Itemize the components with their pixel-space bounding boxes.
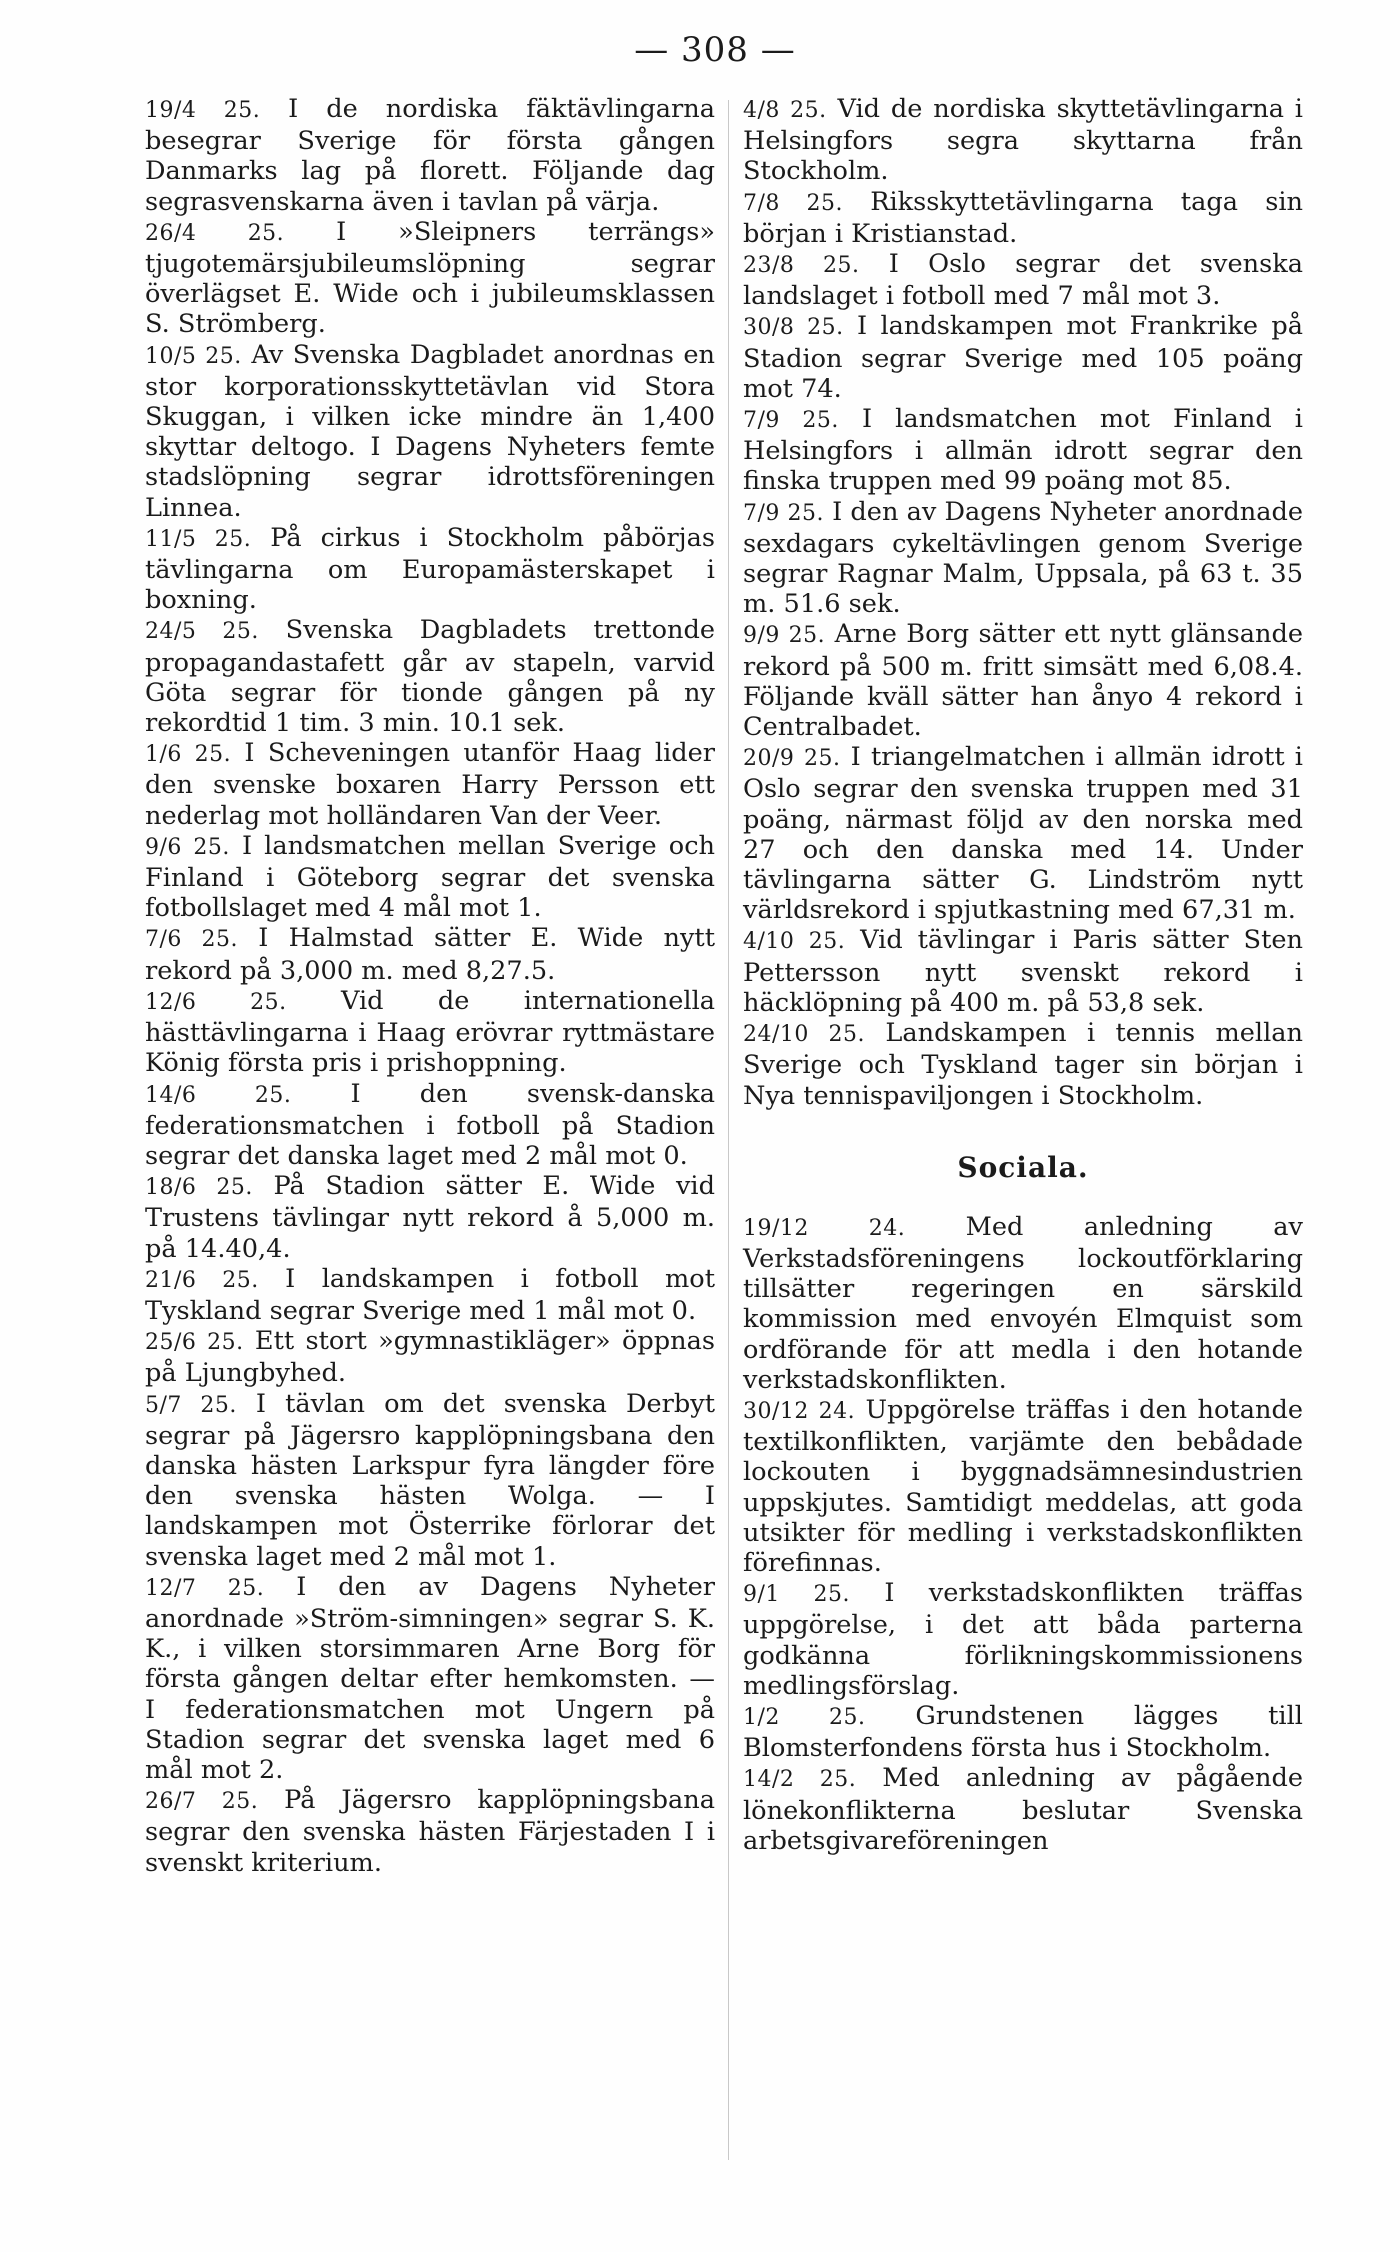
entry-text: På Stadion sätter E. Wide vid Trustens tävlingar nytt rekord å 5,000 m. på 14.40,4. [145, 1171, 715, 1264]
page-number: — 308 — [634, 30, 796, 70]
entry-date: 14/6 25. [145, 1082, 292, 1108]
right-column [743, 94, 1303, 1856]
entry-text: I tävlan om det svenska Derbyt segrar på Jägersro kapplöpningsbana den danska hästen Larkspur fyra längder före den svenska hästen Wolga. — I landskampen mot Österrike förlorar det svenska laget med 2 mål mot 1. [145, 1388, 715, 1572]
entry-text: I den av Dagens Nyheter anordnade »Ström-simningen» segrar S. K. K., i vilken storsimmaren Arne Borg för första gången deltar efter hemkomsten. — I federationsmatchen mot Ungern på Stadion segrar det svenska laget med 6 mål mot 2. [145, 1571, 715, 1785]
chronicle-entry [743, 497, 1303, 620]
entry-date: 7/9 25. [743, 408, 839, 434]
entry-date: 20/9 25. [743, 746, 841, 772]
entry-date: 18/6 25. [145, 1175, 253, 1201]
chronicle-entry [145, 923, 715, 985]
chronicle-entry [145, 1264, 715, 1326]
chronicle-entry [145, 523, 715, 616]
entry-date: 7/8 25. [743, 190, 843, 216]
entry-text: Med anledning av Verkstadsföreningens lockoutförklaring tillsätter regeringen en särskild kommission med envoyén Elmquist som ordförande för att medla i den hotande verkstadskonflikten. [743, 1211, 1303, 1395]
entry-text: I landskampen mot Frankrike på Stadion segrar Sverige med 105 poäng mot 74. [743, 311, 1303, 404]
entry-date: 12/7 25. [145, 1575, 265, 1601]
entry-text: Vid tävlingar i Paris sätter Sten Pettersson nytt svenskt rekord i häcklöpning på 400 m. på 53,8 sek. [743, 925, 1303, 1018]
entry-text: Landskampen i tennis mellan Sverige och Tyskland tager sin början i Nya tennispaviljongen i Stockholm. [743, 1018, 1303, 1111]
entry-text: I landskampen i fotboll mot Tyskland segrar Sverige med 1 mål mot 0. [145, 1263, 716, 1326]
entry-date: 26/4 25. [145, 220, 285, 246]
entry-text: Grundstenen lägges till Blomsterfondens första hus i Stockholm. [743, 1700, 1303, 1764]
social-entry [743, 1578, 1303, 1701]
entry-text: På Jägersro kapplöpningsbana segrar den svenska hästen Färjestaden I i svenskt kriterium. [145, 1785, 716, 1878]
chronicle-entry [145, 1079, 715, 1172]
social-entry [743, 1763, 1303, 1856]
entry-text: I Halmstad sätter E. Wide nytt rekord på 3,000 m. med 8,27.5. [145, 923, 716, 986]
chronicle-entry [145, 1171, 715, 1264]
entry-date: 7/6 25. [145, 927, 239, 953]
chronicle-entry [145, 831, 715, 924]
entry-date: 5/7 25. [145, 1392, 237, 1418]
entry-text: Uppgörelse träffas i den hotande textilkonflikten, varjämte den bebådade lockouten i byggnadsämnesindustrien uppskjutes. Samtidigt meddelas, att goda utsikter för medling i verkstadskonflikten förefinnas. [743, 1394, 1303, 1578]
entry-date: 4/10 25. [743, 929, 846, 955]
entry-text: På cirkus i Stockholm påbörjas tävlingarna om Europamästerskapet i boxning. [145, 522, 716, 616]
entry-text: I triangelmatchen i allmän idrott i Oslo segrar den svenska truppen med 31 poäng, närmast följd av den norska med 27 och den danska med 14. Under tävlingarna sätter G. Lindström nytt världsrekord i spjutkastning med 67,31 m. [743, 742, 1303, 926]
chronicle-entry [743, 249, 1303, 311]
entry-text: Med anledning av pågående lönekonflikterna beslutar Svenska arbetsgivareföreningen [743, 1763, 1303, 1856]
chronicle-entry [145, 1572, 715, 1785]
entry-text: Ett stort »gymnastikläger» öppnas på Ljungbyhed. [145, 1326, 716, 1389]
entry-date: 1/2 25. [743, 1704, 866, 1730]
entry-text: Av Svenska Dagbladet anordnas en stor korporationsskyttetävlan vid Stora Skuggan, i vilken icke mindre än 1,400 skyttar deltogo. I Dagens Nyheters femte stadslöpning segrar idrottsföreningen Linnea. [145, 339, 715, 523]
entry-date: 19/12 24. [743, 1215, 906, 1241]
entry-text: I den av Dagens Nyheter anordnade sexdagars cykeltävlingen genom Sverige segrar Ragnar Malm, Uppsala, på 63 t. 35 m. 51.6 sek. [743, 496, 1303, 620]
social-entry [743, 1395, 1303, 1578]
chronicle-entry [145, 986, 715, 1079]
left-column [145, 94, 715, 1878]
entry-date: 19/4 25. [145, 98, 261, 123]
entry-text: I landsmatchen mellan Sverige och Finland i Göteborg segrar det svenska fotbollslaget med 4 mål mot 1. [145, 830, 716, 924]
chronicle-entry [145, 738, 715, 831]
entry-text: Arne Borg sätter ett nytt glänsande rekord på 500 m. fritt simsätt med 6,08.4. Följande kväll sätter han ånyo 4 rekord i Centralbadet. [743, 619, 1304, 743]
entry-date: 26/7 25. [145, 1789, 259, 1815]
entry-date: 10/5 25. [145, 343, 242, 369]
chronicle-entry [743, 187, 1303, 249]
entry-text: I Oslo segrar det svenska landslaget i fotboll med 7 mål mot 3. [743, 249, 1303, 312]
chronicle-entry [145, 1389, 715, 1572]
chronicle-entry [145, 1785, 715, 1878]
chronicle-entry [743, 619, 1303, 742]
entry-date: 21/6 25. [145, 1267, 259, 1293]
chronicle-entry [145, 217, 715, 340]
chronicle-entry [145, 1326, 715, 1388]
social-entry [743, 1212, 1303, 1395]
entry-text: Riksskyttetävlingarna taga sin början i Kristianstad. [743, 186, 1303, 249]
social-entry [743, 1701, 1303, 1763]
entry-date: 9/6 25. [145, 834, 230, 860]
entry-date: 9/9 25. [743, 623, 826, 649]
entry-date: 1/6 25. [145, 742, 232, 768]
chronicle-entry [743, 94, 1303, 187]
entry-text: I de nordiska fäktävlingarna besegrar Sverige för första gången Danmarks lag på florett. Följande dag segrasvenskarna även i tavlan på värja. [145, 94, 715, 217]
chronicle-entry [743, 311, 1303, 404]
chronicle-entry [743, 925, 1303, 1018]
chronicle-entry [743, 404, 1303, 497]
entry-text: Vid de internationella hästtävlingarna i Haag erövrar ryttmästare König första pris i prishoppning. [145, 985, 716, 1079]
entry-text: I den svensk-danska federationsmatchen i fotboll på Stadion segrar det danska laget med 2 mål mot 0. [145, 1078, 716, 1171]
entry-date: 4/8 25. [743, 98, 827, 123]
section-heading: Sociala. [957, 1150, 1089, 1184]
entry-date: 24/10 25. [743, 1022, 866, 1048]
entry-text: I Scheveningen utanför Haag lider den svenske boxaren Harry Persson ett nederlag mot holländaren Van der Veer. [145, 738, 716, 831]
entry-text: I verkstadskonflikten träffas uppgörelse, i det att båda parterna godkänna förlikningskommissionens medlingsförslag. [743, 1578, 1304, 1701]
entry-text: I »Sleipners terrängs» tjugotemärsjubileumslöpning segrar överlägset E. Wide och i jubileumsklassen S. Strömberg. [145, 216, 716, 340]
entry-date: 30/8 25. [743, 315, 844, 341]
entry-date: 24/5 25. [145, 619, 259, 645]
entry-date: 11/5 25. [145, 526, 252, 552]
chronicle-entry [145, 94, 715, 217]
entry-date: 30/12 24. [743, 1398, 856, 1424]
entry-date: 9/1 25. [743, 1582, 851, 1608]
chronicle-entry [145, 615, 715, 738]
entry-text: Vid de nordiska skyttetävlingarna i Helsingfors segra skyttarna från Stockholm. [743, 94, 1303, 187]
entry-date: 14/2 25. [743, 1767, 857, 1793]
column-divider [728, 100, 729, 2160]
chronicle-entry [743, 742, 1303, 925]
entry-date: 25/6 25. [145, 1330, 244, 1356]
chronicle-entry [145, 340, 715, 523]
entry-text: I landsmatchen mot Finland i Helsingfors i allmän idrott segrar den finska truppen med 99 poäng mot 85. [743, 404, 1303, 497]
entry-date: 12/6 25. [145, 989, 287, 1015]
entry-text: Svenska Dagbladets trettonde propagandastafett går av stapeln, varvid Göta segrar för tionde gången på ny rekordtid 1 tim. 3 min. 10.1 sek. [145, 615, 715, 739]
entry-date: 23/8 25. [743, 253, 860, 279]
entry-date: 7/9 25. [743, 500, 824, 526]
chronicle-entry [743, 1018, 1303, 1111]
